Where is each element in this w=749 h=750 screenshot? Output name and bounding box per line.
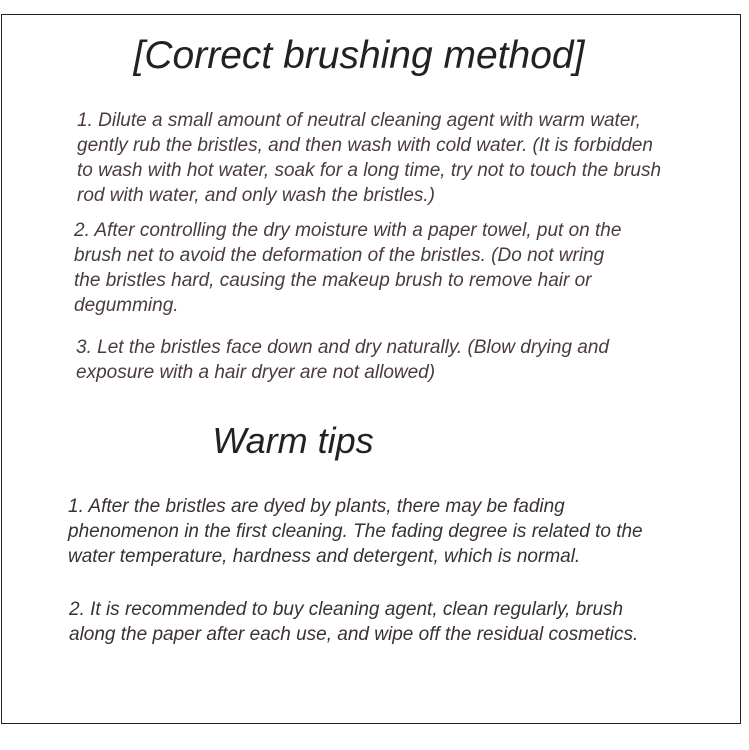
document-frame [1, 14, 741, 724]
method-step-1: 1. Dilute a small amount of neutral cleaning agent with warm water, gently rub the bristles, and then wash with cold water. (It is forbidden to wash with hot water, soak for a long time, try not to touch the brush rod with water, and only wash the bristles.) [77, 110, 662, 206]
method-step-2: 2. After controlling the dry moisture with a paper towel, put on the brush net to avoid the deformation of the bristles. (Do not wring the bristles hard, causing the makeup brush to remove hair or degumming. [74, 220, 622, 316]
method-step-3: 3. Let the bristles face down and dry naturally. (Blow drying and exposure with a hair dryer are not allowed) [76, 337, 609, 383]
tips-title: Warm tips [212, 420, 374, 461]
tip-1: 1. After the bristles are dyed by plants, there may be fading phenomenon in the first cleaning. The fading degree is related to the water temperature, hardness and detergent, which is normal. [68, 496, 643, 567]
tip-2: 2. It is recommended to buy cleaning agent, clean regularly, brush along the paper after each use, and wipe off the residual cosmetics. [69, 599, 639, 645]
page-title: [Correct brushing method] [133, 34, 585, 77]
